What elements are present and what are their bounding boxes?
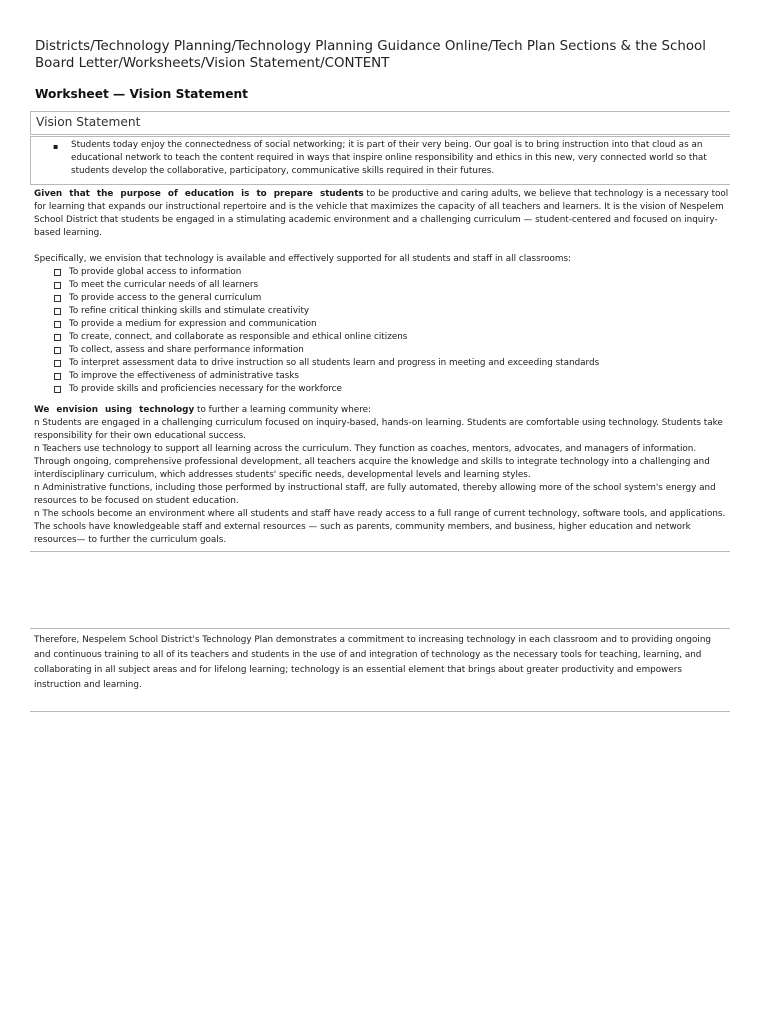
envision-lead: We envision using technology xyxy=(34,405,195,415)
checkbox-icon xyxy=(54,321,61,328)
intro-section xyxy=(30,136,730,184)
envision-point: n Teachers use technology to support all learning across the curriculum. They function as coaches, mentors, advocates, and managers of information. Through ongoing, comprehensive professional development, all teachers acquire the knowledge and skills to integrate technology into a challenging and interdisciplinary curriculum, which addresses students' specific needs, developmental levels and learning styles. xyxy=(34,444,710,480)
bullet-icon: ▪ xyxy=(53,142,59,151)
list-item: To provide access to the general curriculum xyxy=(54,292,730,305)
envision-text: to further a learning community where: xyxy=(194,405,372,415)
closing-section xyxy=(30,628,730,712)
list-item: To improve the effectiveness of administrative tasks xyxy=(54,370,730,383)
section-header: Vision Statement xyxy=(30,111,730,135)
breadcrumb: Districts/Technology Planning/Technology Planning Guidance Online/Tech Plan Sections & the School Board Letter/Worksheets/Vision Statement/CONTENT xyxy=(35,39,706,71)
checkbox-icon xyxy=(54,373,61,380)
list-item: To interpret assessment data to drive instruction so all students learn and progress in meeting and exceeding standards xyxy=(54,357,730,370)
checkbox-icon xyxy=(54,308,61,315)
vision-lead: Given that the purpose of education is to prepare students xyxy=(34,189,364,199)
vision-text: to be productive and caring adults, we believe that technology is a necessary tool for learning that expands our instructional repertoire and is the vehicle that maximizes the capacity of all teachers and learners. It is the vision of Nespelem School District that students be engaged in a stimulating academic environment and a challenging curriculum — student-centered and focused on inquiry-based learning. xyxy=(34,189,729,238)
list-item: To meet the curricular needs of all learners xyxy=(54,279,730,292)
checkbox-icon xyxy=(54,282,61,289)
closing-paragraph: Therefore, Nespelem School District's Technology Plan demonstrates a commitment to increasing technology in each classroom and to providing ongoing and continuous training to all of its teachers and students in the use of and integration of technology as the necessary tools for teaching, learning, and collaborating in all subject areas and for lifelong learning; technology is an essential element that brings about greater productivity and empowers instruction and learning. xyxy=(34,635,711,690)
page-title: Worksheet — Vision Statement xyxy=(35,87,248,101)
checkbox-icon xyxy=(54,295,61,302)
vision-content xyxy=(30,184,730,552)
checkbox-icon xyxy=(54,360,61,367)
list-item: To collect, assess and share performance information xyxy=(54,344,730,357)
intro-paragraph: Students today enjoy the connectedness of social networking; it is part of their very being. Our goal is to bring instruction into that cloud as an educational network to teach the content required in ways that inspire online responsibility and ethics in this new, very connected world so that students develop the collaborative, participatory, communicative skills required in their futures. xyxy=(71,140,707,176)
list-item: To provide a medium for expression and communication xyxy=(54,318,730,331)
specifically-paragraph: Specifically, we envision that technology is available and effectively supported for all students and staff in all classrooms: xyxy=(34,254,571,264)
list-item: To create, connect, and collaborate as responsible and ethical online citizens xyxy=(54,331,730,344)
vision-checklist xyxy=(34,266,730,396)
vision-paragraph xyxy=(34,188,730,240)
envision-point: n The schools become an environment where all students and staff have ready access to a full range of current technology, software tools, and applications. The schools have knowledgeable staff and external resources — such as parents, community members, and business, higher education and network resources— to further the curriculum goals. xyxy=(34,509,726,545)
list-item: To provide global access to information xyxy=(54,266,730,279)
envision-paragraph xyxy=(34,404,730,417)
envision-point: n Administrative functions, including those performed by instructional staff, are fully automated, thereby allowing more of the school system's energy and resources to be focused on student education. xyxy=(34,483,716,506)
checkbox-icon xyxy=(54,347,61,354)
envision-point: n Students are engaged in a challenging curriculum focused on inquiry-based, hands-on learning. Students are comfortable using technology. Students take responsibility for their own educational success. xyxy=(34,418,723,441)
checkbox-icon xyxy=(54,269,61,276)
checkbox-icon xyxy=(54,386,61,393)
list-item: To provide skills and proficiencies necessary for the workforce xyxy=(54,383,730,396)
checkbox-icon xyxy=(54,334,61,341)
list-item: To refine critical thinking skills and stimulate creativity xyxy=(54,305,730,318)
